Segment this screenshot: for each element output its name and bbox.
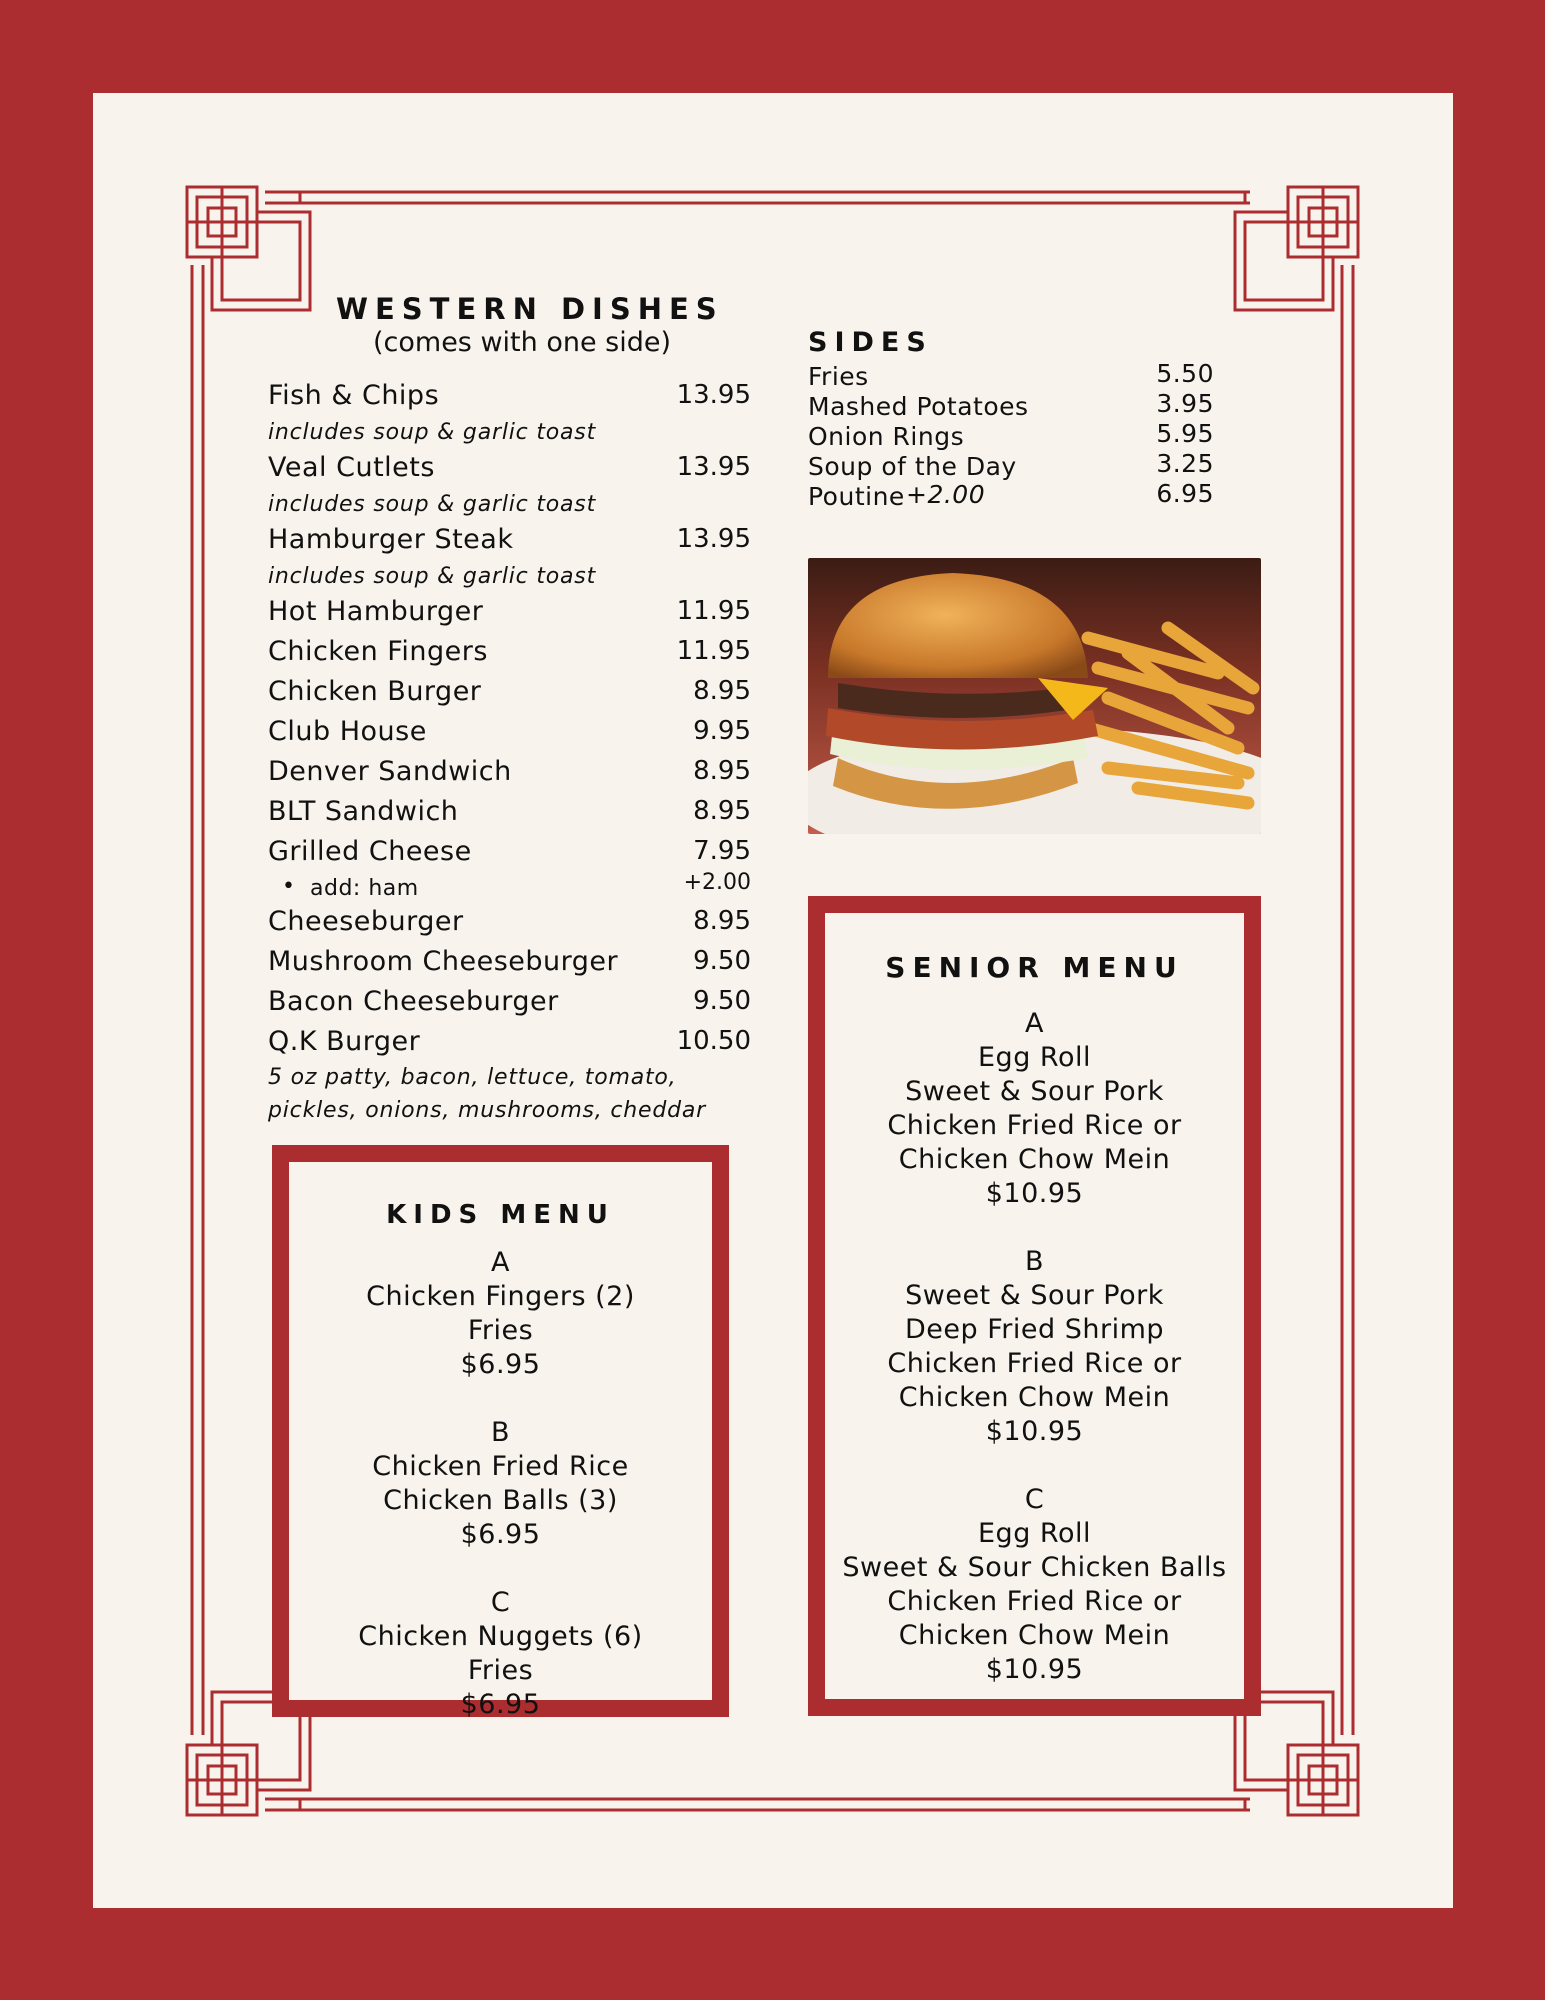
western-item-name: Fish & Chips bbox=[268, 380, 440, 411]
kids-option-c-label: C bbox=[490, 1587, 511, 1618]
western-item-price: 8.95 bbox=[693, 906, 751, 936]
kids-option-b-line1: Chicken Fried Rice bbox=[372, 1451, 629, 1482]
western-item-name: Q.K Burger bbox=[268, 1026, 421, 1057]
side-item-name: Fries bbox=[808, 362, 869, 391]
sides-title: SIDES bbox=[808, 327, 933, 358]
side-item-price: 3.25 bbox=[1156, 449, 1214, 478]
senior-option-a-label: A bbox=[1025, 1008, 1044, 1039]
western-item-name: Mushroom Cheeseburger bbox=[268, 946, 619, 977]
kids-option-a-line2: Fries bbox=[467, 1315, 534, 1346]
western-item-name: Veal Cutlets bbox=[268, 452, 435, 483]
western-item-note: includes soup & garlic toast bbox=[268, 420, 596, 445]
western-item-name: Denver Sandwich bbox=[268, 756, 512, 787]
western-item-price: 11.95 bbox=[676, 636, 751, 666]
senior-option-c-label: C bbox=[1024, 1484, 1045, 1515]
western-item-price: 8.95 bbox=[693, 796, 751, 826]
western-item-name: Chicken Fingers bbox=[268, 636, 488, 667]
burger-and-fries-photo bbox=[808, 558, 1261, 834]
senior-option-c-price: $10.95 bbox=[985, 1654, 1084, 1685]
western-item-name: BLT Sandwich bbox=[268, 796, 459, 827]
western-item-name: Grilled Cheese bbox=[268, 836, 472, 867]
western-item-price: 8.95 bbox=[693, 756, 751, 786]
kids-option-c-line1: Chicken Nuggets (6) bbox=[358, 1621, 643, 1652]
western-item-price: 8.95 bbox=[693, 676, 751, 706]
western-addon-name: add: ham bbox=[310, 876, 419, 901]
side-item-name: Mashed Potatoes bbox=[808, 392, 1029, 421]
western-item-price: 11.95 bbox=[676, 596, 751, 626]
senior-option-c-line1: Egg Roll bbox=[978, 1518, 1091, 1549]
western-item-name: Hamburger Steak bbox=[268, 524, 514, 555]
western-item-price: 13.95 bbox=[676, 524, 751, 554]
kids-option-c-line2: Fries bbox=[467, 1655, 534, 1686]
western-item-name: Chicken Burger bbox=[268, 676, 482, 707]
western-item-name: Cheeseburger bbox=[268, 906, 464, 937]
qk-burger-note-1: 5 oz patty, bacon, lettuce, tomato, bbox=[268, 1065, 677, 1090]
senior-option-b-line1: Sweet & Sour Pork bbox=[905, 1280, 1164, 1311]
senior-option-b-line4: Chicken Chow Mein bbox=[898, 1382, 1171, 1413]
side-item-price: 6.95 bbox=[1156, 479, 1214, 508]
side-item-name: Poutine bbox=[808, 482, 905, 511]
western-item-price: +2.00 bbox=[683, 870, 751, 895]
western-item-note: includes soup & garlic toast bbox=[268, 492, 596, 517]
kids-option-a-line1: Chicken Fingers (2) bbox=[366, 1281, 635, 1312]
western-item-name: Hot Hamburger bbox=[268, 596, 484, 627]
kids-option-b-label: B bbox=[490, 1417, 511, 1448]
western-item-price: 9.50 bbox=[693, 986, 751, 1016]
senior-option-b-price: $10.95 bbox=[985, 1416, 1084, 1447]
senior-menu-title: SENIOR MENU bbox=[885, 951, 1184, 984]
bullet-icon: • bbox=[282, 874, 296, 899]
western-item-price: 13.95 bbox=[676, 380, 751, 410]
senior-option-c-line4: Chicken Chow Mein bbox=[898, 1620, 1171, 1651]
senior-option-b-label: B bbox=[1024, 1246, 1045, 1277]
kids-option-b-line2: Chicken Balls (3) bbox=[383, 1485, 618, 1516]
western-item-name: Bacon Cheeseburger bbox=[268, 986, 559, 1017]
kids-option-b-price: $6.95 bbox=[460, 1519, 541, 1550]
western-item-price: 9.95 bbox=[693, 716, 751, 746]
western-item-price: 13.95 bbox=[676, 452, 751, 482]
western-item-name: Club House bbox=[268, 716, 427, 747]
senior-option-c-line3: Chicken Fried Rice or bbox=[887, 1586, 1182, 1617]
side-item-price: 3.95 bbox=[1156, 389, 1214, 418]
western-item-price: 9.50 bbox=[693, 946, 751, 976]
senior-option-b-line2: Deep Fried Shrimp bbox=[904, 1314, 1165, 1345]
kids-option-a-label: A bbox=[491, 1247, 510, 1278]
senior-menu-box bbox=[808, 896, 1261, 1716]
senior-option-a-price: $10.95 bbox=[985, 1178, 1084, 1209]
senior-option-a-line3: Chicken Fried Rice or bbox=[887, 1110, 1182, 1141]
kids-option-a-price: $6.95 bbox=[460, 1349, 541, 1380]
side-item-name: Soup of the Day bbox=[808, 452, 1017, 481]
side-item-price: 5.95 bbox=[1156, 419, 1214, 448]
senior-option-a-line1: Egg Roll bbox=[978, 1042, 1091, 1073]
senior-option-a-line4: Chicken Chow Mein bbox=[898, 1144, 1171, 1175]
side-item-extra: +2.00 bbox=[906, 480, 986, 509]
western-dishes-subtitle: (comes with one side) bbox=[373, 327, 672, 358]
western-item-note: includes soup & garlic toast bbox=[268, 564, 596, 589]
senior-option-a-line2: Sweet & Sour Pork bbox=[905, 1076, 1164, 1107]
kids-menu-box bbox=[272, 1145, 729, 1720]
senior-option-c-line2: Sweet & Sour Chicken Balls bbox=[842, 1552, 1227, 1583]
senior-option-b-line3: Chicken Fried Rice or bbox=[887, 1348, 1182, 1379]
western-item-price: 7.95 bbox=[693, 836, 751, 866]
side-item-name: Onion Rings bbox=[808, 422, 965, 451]
kids-menu-title: KIDS MENU bbox=[386, 1200, 615, 1230]
western-dishes-title: WESTERN DISHES bbox=[336, 292, 724, 326]
side-item-price: 5.50 bbox=[1156, 359, 1214, 388]
qk-burger-note-2: pickles, onions, mushrooms, cheddar bbox=[268, 1098, 707, 1123]
kids-option-c-price: $6.95 bbox=[460, 1689, 541, 1720]
western-item-price: 10.50 bbox=[676, 1026, 751, 1056]
